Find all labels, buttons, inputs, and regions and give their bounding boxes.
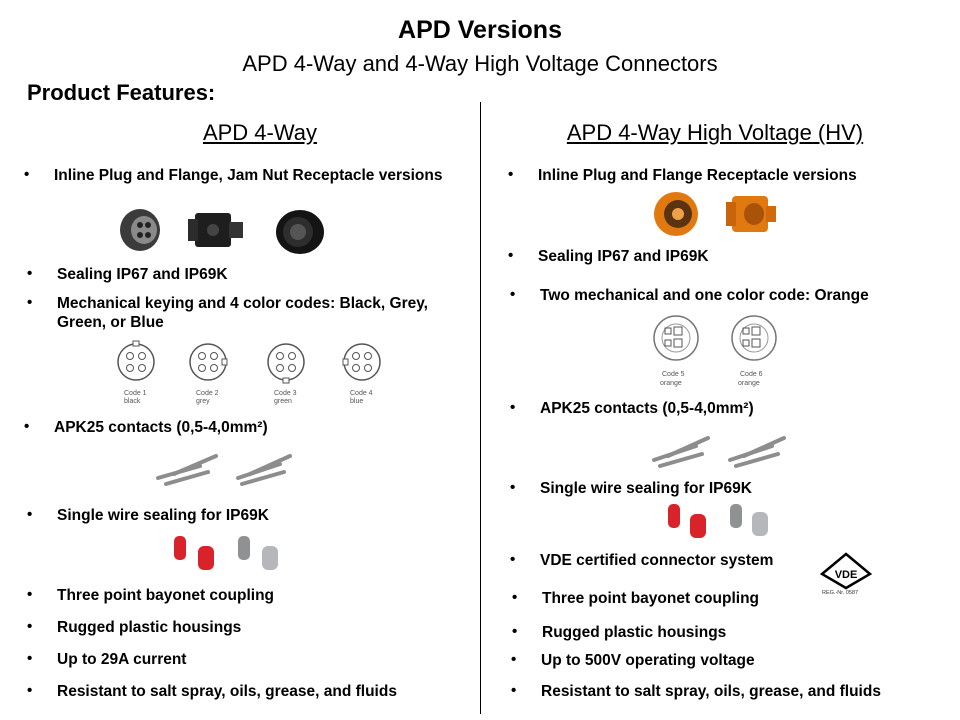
code-color: grey (196, 398, 210, 405)
left-item-bayonet: Three point bayonet coupling (57, 587, 274, 604)
color-code-diagram (648, 312, 798, 392)
bullet: • (27, 265, 33, 282)
code-color: orange (738, 380, 760, 387)
bullet: • (27, 618, 33, 635)
bullet: • (510, 399, 516, 416)
right-item-housings: Rugged plastic housings (542, 624, 727, 641)
left-item-wire-sealing: Single wire sealing for IP69K (57, 507, 269, 524)
round-plug-connector (120, 209, 160, 251)
page-title: APD Versions (398, 16, 562, 44)
code-6-diagram (732, 316, 776, 360)
bullet: • (510, 286, 516, 303)
left-item-contacts: APK25 contacts (0,5-4,0mm²) (54, 419, 268, 436)
right-item-vde: VDE certified connector system (540, 552, 774, 569)
vde-logo (820, 552, 880, 594)
bullet: • (27, 682, 33, 699)
left-item-current: Up to 29A current (57, 651, 187, 668)
right-item-versions: Inline Plug and Flange Receptacle versions (538, 167, 857, 184)
right-item-resistant: Resistant to salt spray, oils, grease, and fluids (541, 683, 881, 700)
code-label: Code 4 (350, 390, 373, 397)
contact-photo (648, 430, 788, 470)
right-item-contacts: APK25 contacts (0,5-4,0mm²) (540, 400, 754, 417)
connector-photo (650, 190, 790, 240)
bullet: • (510, 479, 516, 496)
right-item-codes: Two mechanical and one color code: Orange (540, 287, 869, 304)
bullet: • (27, 294, 33, 311)
bullet: • (511, 651, 517, 668)
flange-connector (188, 213, 243, 247)
hv-plug-connector (654, 192, 698, 236)
code-color: orange (660, 380, 682, 387)
bullet: • (512, 623, 518, 640)
bullet: • (511, 682, 517, 699)
code-2-diagram (190, 344, 227, 380)
code-label: Code 6 (740, 371, 763, 378)
bullet: • (512, 589, 518, 606)
code-label: Code 2 (196, 390, 219, 397)
bullet: • (24, 166, 30, 183)
code-3-diagram (268, 344, 304, 383)
bullet: • (27, 586, 33, 603)
vde-reg-number: REG.-Nr. 0587 (822, 590, 859, 596)
left-item-keying: Mechanical keying and 4 color codes: Black, Grey, Green, or Blue (57, 295, 428, 331)
column-divider (480, 102, 481, 714)
left-item-resistant: Resistant to salt spray, oils, grease, and fluids (57, 683, 397, 700)
bullet: • (508, 247, 514, 264)
color-code-diagram (110, 340, 400, 410)
code-color: green (274, 398, 292, 405)
hv-flange-receptacle (726, 196, 776, 232)
bullet: • (27, 506, 33, 523)
code-color: blue (350, 398, 364, 405)
bullet: • (508, 166, 514, 183)
code-1-diagram (118, 341, 154, 380)
left-item-housings: Rugged plastic housings (57, 619, 242, 636)
jam-nut-receptacle (276, 210, 324, 254)
page-subtitle: APD 4-Way and 4-Way High Voltage Connectors (242, 51, 718, 76)
bullet: • (27, 650, 33, 667)
right-item-bayonet: Three point bayonet coupling (542, 590, 759, 607)
right-item-voltage: Up to 500V operating voltage (541, 652, 755, 669)
bullet: • (510, 551, 516, 568)
left-item-sealing: Sealing IP67 and IP69K (57, 266, 228, 283)
vde-logo-text: VDE (834, 569, 858, 581)
code-5-diagram (654, 316, 698, 360)
left-column-heading: APD 4-Way (202, 120, 318, 145)
right-item-sealing: Sealing IP67 and IP69K (538, 248, 709, 265)
connector-photo (110, 205, 330, 255)
contact-photo (150, 448, 290, 488)
code-4-diagram (343, 344, 380, 380)
right-column-heading: APD 4-Way High Voltage (HV) (566, 120, 864, 145)
code-label: Code 3 (274, 390, 297, 397)
features-heading: Product Features: (27, 80, 216, 105)
wire-seal-photo (664, 502, 784, 542)
bullet: • (24, 418, 30, 435)
code-label: Code 5 (662, 371, 685, 378)
left-item-versions: Inline Plug and Flange, Jam Nut Receptacle versions (54, 167, 443, 184)
wire-seal-photo (170, 532, 290, 572)
right-item-wire-sealing: Single wire sealing for IP69K (540, 480, 752, 497)
code-color: black (124, 398, 141, 405)
code-label: Code 1 (124, 390, 147, 397)
